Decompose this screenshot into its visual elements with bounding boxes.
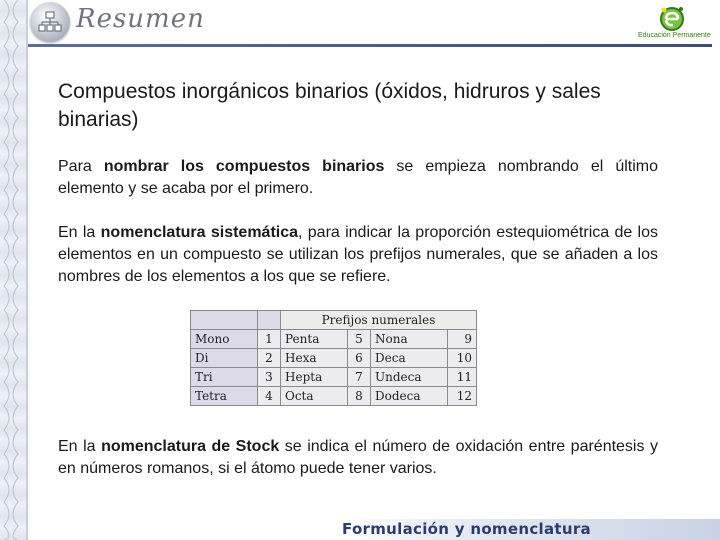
table-cell: Di — [191, 349, 258, 368]
table-cell: 11 — [448, 368, 477, 387]
left-decorative-ribbon — [0, 0, 28, 540]
paragraph-stock-nomenclature — [58, 436, 658, 480]
table-cell: 4 — [258, 387, 281, 406]
footer-label: Formulación y nomenclatura — [342, 520, 591, 538]
table-cell: Hepta — [281, 368, 348, 387]
table-row — [191, 330, 477, 349]
network-icon — [38, 11, 62, 33]
table-cell — [258, 311, 281, 330]
paragraph-text: , para indicar la proporción estequiométrica de los elementos en un compuesto se utilizan los prefijos numerales, que se añaden a los nombres de los elementos a los que se refiere. — [58, 224, 659, 285]
paragraph-text: se empieza nombrando el último elemento y se acaba por el primero. — [58, 158, 658, 197]
table-cell: 3 — [258, 368, 281, 387]
table-cell: 9 — [448, 330, 477, 349]
table-cell: Deca — [371, 349, 448, 368]
brand-label: Educación Permanente — [638, 32, 711, 39]
page-title: Compuestos inorgánicos binarios (óxidos, hidruros y sales binarias) — [58, 80, 601, 131]
table-cell: Dodeca — [371, 387, 448, 406]
table-row — [191, 387, 477, 406]
table-cell: 7 — [348, 368, 371, 387]
paragraph-binary-naming — [58, 156, 658, 200]
table-cell: 8 — [348, 387, 371, 406]
table-cell: Octa — [281, 387, 348, 406]
paragraph-text: Para — [58, 158, 104, 175]
table-cell: 2 — [258, 349, 281, 368]
table-cell — [191, 311, 258, 330]
table-cell: Mono — [191, 330, 258, 349]
header-logo — [30, 2, 70, 42]
header-divider — [28, 44, 712, 47]
table-cell: 1 — [258, 330, 281, 349]
education-logo-icon — [656, 3, 688, 35]
table-caption-row — [191, 311, 477, 330]
table-cell: 10 — [448, 349, 477, 368]
paragraph-text: En la — [58, 224, 101, 241]
table-cell: Undeca — [371, 368, 448, 387]
table-cell: Penta — [281, 330, 348, 349]
table-caption: Prefijos numerales — [281, 311, 477, 330]
paragraph-text: En la — [58, 438, 102, 455]
paragraph-emphasis: nombrar los compuestos binarios — [103, 158, 385, 175]
table-cell: Nona — [371, 330, 448, 349]
table-cell: 12 — [448, 387, 477, 406]
table-cell: 5 — [348, 330, 371, 349]
table-cell: Tetra — [191, 387, 258, 406]
paragraph-emphasis: nomenclatura de Stock — [101, 438, 280, 455]
table-row — [191, 368, 477, 387]
table-cell: Tri — [191, 368, 258, 387]
section-title: Resumen — [76, 4, 205, 34]
paragraph-systematic-nomenclature — [58, 222, 658, 288]
paragraph-emphasis: nomenclatura sistemática — [100, 224, 299, 241]
table-cell: 6 — [348, 349, 371, 368]
prefix-table — [190, 310, 477, 406]
paragraph-text: se indica el número de oxidación entre paréntesis y en números romanos, si el átomo puede tener varios. — [58, 438, 659, 477]
table-row — [191, 349, 477, 368]
table-cell: Hexa — [281, 349, 348, 368]
